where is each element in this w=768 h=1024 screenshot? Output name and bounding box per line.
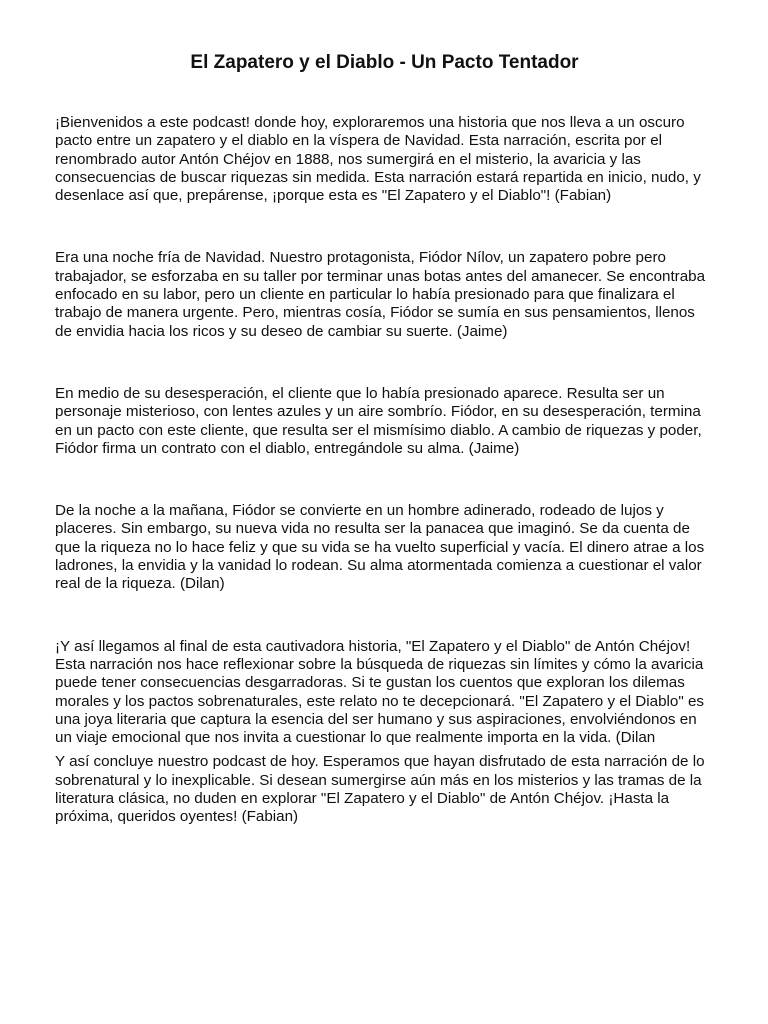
paragraph-intro: ¡Bienvenidos a este podcast! donde hoy, exploraremos una historia que nos lleva a un oscuro pacto entre un zapatero y el diablo en la víspera de Navidad. Esta narración, escrita por el renombrado autor Antón Chéjov en 1888, nos sumergirá en el misterio, la avaricia y las consecuencias de buscar riquezas sin medida. Esta narración estará repartida en inicio, nudo, y desenlace así que, prepárense, ¡porque esta es "El Zapatero y el Diablo"! (Fabian) (55, 114, 701, 205)
paragraph-beginning: Era una noche fría de Navidad. Nuestro protagonista, Fiódor Nílov, un zapatero pobre pero trabajador, se esforzaba en su taller por terminar unas botas antes del amanecer. Se encontraba enfocado en su labor, pero un cliente en particular lo había presionado para que finalizara el trabajo de manera urgente. Pero, mientras cosía, Fiódor se sumía en sus pensamientos, llenos de envidia hacia los ricos y su deseo de cambiar su suerte. (Jaime) (55, 249, 706, 340)
document-title: El Zapatero y el Diablo - Un Pacto Tentador (190, 52, 579, 73)
paragraph-pact: En medio de su desesperación, el cliente que lo había presionado aparece. Resulta ser un personaje misterioso, con lentes azules y un aire sombrío. Fiódor, en su desesperación, termina en un pacto con este cliente, que resulta ser el mismísimo diablo. A cambio de riquezas y poder, Fiódor firma un contrato con el diablo, entregándole su alma. (Jaime) (55, 384, 702, 457)
paragraph-wealth: De la noche a la mañana, Fiódor se convierte en un hombre adinerado, rodeado de lujos y placeres. Sin embargo, su nueva vida no resulta ser la panacea que imaginó. Se da cuenta de que la riqueza no lo hace feliz y que su vida se ha vuelto superficial y vacía. El dinero atrae a los ladrones, la envidia y la vanidad lo rodean. Su alma atormentada comienza a cuestionar el valor real de la riqueza. (Dilan) (55, 502, 705, 593)
paragraph-closing: Y así concluye nuestro podcast de hoy. Esperamos que hayan disfrutado de esta narración de lo sobrenatural y lo inexplicable. Si desean sumergirse aún más en los misterios y las tramas de la literatura clásica, no duden en explorar "El Zapatero y el Diablo" de Antón Chéjov. ¡Hasta la próxima, queridos oyentes! (Fabian) (55, 753, 705, 826)
paragraph-ending: ¡Y así llegamos al final de esta cautivadora historia, "El Zapatero y el Diablo" de Antón Chéjov! Esta narración nos hace reflexionar sobre la búsqueda de riquezas sin límites y cómo la avaricia puede tener consecuencias desgarradoras. Si te gustan los cuentos que exploran los dilemas morales y los pactos sobrenaturales, este relato no te decepcionará. "El Zapatero y el Diablo" es una joya literaria que captura la esencia del ser humano y sus aspiraciones, envolviéndonos en un viaje emocional que nos invita a cuestionar lo que realmente importa en la vida. (Dilan (55, 637, 705, 747)
